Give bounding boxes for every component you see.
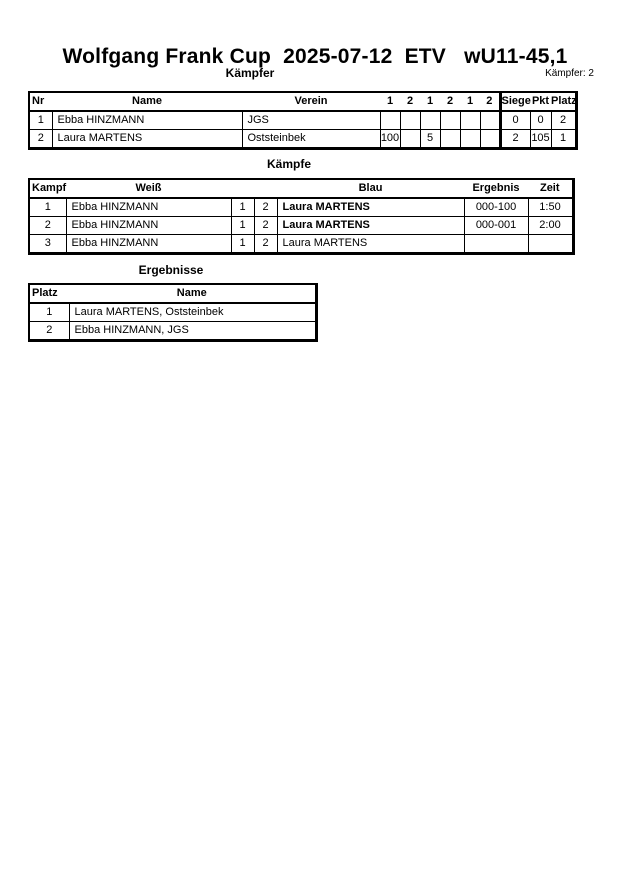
kampf-row	[29, 235, 573, 254]
cell-name: Laura MARTENS, Oststeinbek	[69, 303, 316, 322]
kaempfer-table	[28, 91, 578, 150]
cell-score	[440, 111, 460, 130]
cell-score	[480, 130, 500, 149]
cell-ergebnis: 000-001	[464, 217, 528, 235]
cell-name: Ebba HINZMANN	[52, 111, 242, 130]
cell-platz: 1	[29, 303, 69, 322]
kaempfer-row	[29, 130, 576, 149]
kampf-row	[29, 198, 573, 217]
cell-score	[440, 130, 460, 149]
cell-weiss: Ebba HINZMANN	[66, 235, 231, 254]
col-header-round-5: 1	[460, 92, 480, 111]
col-header-round-6: 2	[480, 92, 500, 111]
cell-weiss: Ebba HINZMANN	[66, 217, 231, 235]
col-header-weiss-nr	[231, 179, 254, 198]
cell-siege: 2	[500, 130, 530, 149]
col-header-name: Name	[69, 284, 316, 303]
cell-name: Laura MARTENS	[52, 130, 242, 149]
col-header-platz: Platz	[551, 92, 576, 111]
cell-kampf: 1	[29, 198, 66, 217]
ergebnisse-section-heading: Ergebnisse	[138, 263, 204, 277]
cell-nr: 1	[29, 111, 52, 130]
kaempfe-header-row	[29, 179, 573, 198]
ergebnisse-table	[28, 283, 318, 342]
cell-score: 100	[380, 130, 400, 149]
cell-platz: 1	[551, 130, 576, 149]
col-header-weiss: Weiß	[66, 179, 231, 198]
cell-verein: JGS	[242, 111, 380, 130]
cell-weiss-nr: 1	[231, 235, 254, 254]
cell-score	[400, 130, 420, 149]
col-header-platz: Platz	[29, 284, 69, 303]
cell-weiss-nr: 1	[231, 217, 254, 235]
col-header-round-4: 2	[440, 92, 460, 111]
col-header-nr: Nr	[29, 92, 52, 111]
cell-score	[400, 111, 420, 130]
cell-kampf: 3	[29, 235, 66, 254]
cell-platz: 2	[29, 322, 69, 341]
page-title: Wolfgang Frank Cup 2025-07-12 ETV wU11-45,1	[62, 45, 568, 68]
cell-blau-winner: Laura MARTENS	[277, 217, 464, 235]
cell-score	[380, 111, 400, 130]
fighter-count-label: Kämpfer: 2	[545, 68, 594, 79]
kampf-row	[29, 217, 573, 235]
cell-zeit: 1:50	[528, 198, 573, 217]
col-header-verein: Verein	[242, 92, 380, 111]
cell-nr: 2	[29, 130, 52, 149]
cell-weiss: Ebba HINZMANN	[66, 198, 231, 217]
cell-ergebnis	[464, 235, 528, 254]
cell-zeit: 2:00	[528, 217, 573, 235]
cell-verein: Oststeinbek	[242, 130, 380, 149]
col-header-blau: Blau	[277, 179, 464, 198]
cell-ergebnis: 000-100	[464, 198, 528, 217]
cell-weiss-nr: 1	[231, 198, 254, 217]
cell-blau: Laura MARTENS	[277, 235, 464, 254]
col-header-ergebnis: Ergebnis	[464, 179, 528, 198]
col-header-siege: Siege	[500, 92, 530, 111]
cell-blau-nr: 2	[254, 217, 277, 235]
cell-name: Ebba HINZMANN, JGS	[69, 322, 316, 341]
cell-score	[480, 111, 500, 130]
cell-blau-winner: Laura MARTENS	[277, 198, 464, 217]
col-header-round-3: 1	[420, 92, 440, 111]
kaempfer-row	[29, 111, 576, 130]
ergebnis-row	[29, 303, 316, 322]
ergebnis-row	[29, 322, 316, 341]
cell-blau-nr: 2	[254, 235, 277, 254]
ergebnisse-header-row	[29, 284, 316, 303]
cell-score: 5	[420, 130, 440, 149]
cell-score	[460, 130, 480, 149]
kaempfe-table	[28, 178, 575, 255]
kaempfe-section-heading: Kämpfe	[266, 157, 311, 171]
cell-blau-nr: 2	[254, 198, 277, 217]
cell-zeit	[528, 235, 573, 254]
kaempfer-section-heading: Kämpfer	[225, 66, 275, 80]
cell-pkt: 0	[530, 111, 551, 130]
kaempfer-header-row	[29, 92, 576, 111]
cell-kampf: 2	[29, 217, 66, 235]
cell-platz: 2	[551, 111, 576, 130]
col-header-kampf: Kampf	[29, 179, 66, 198]
col-header-blau-nr	[254, 179, 277, 198]
cell-siege: 0	[500, 111, 530, 130]
col-header-round-1: 1	[380, 92, 400, 111]
col-header-round-2: 2	[400, 92, 420, 111]
cell-score	[420, 111, 440, 130]
cell-score	[460, 111, 480, 130]
cell-pkt: 105	[530, 130, 551, 149]
col-header-name: Name	[52, 92, 242, 111]
col-header-zeit: Zeit	[528, 179, 573, 198]
col-header-pkt: Pkt	[530, 92, 551, 111]
